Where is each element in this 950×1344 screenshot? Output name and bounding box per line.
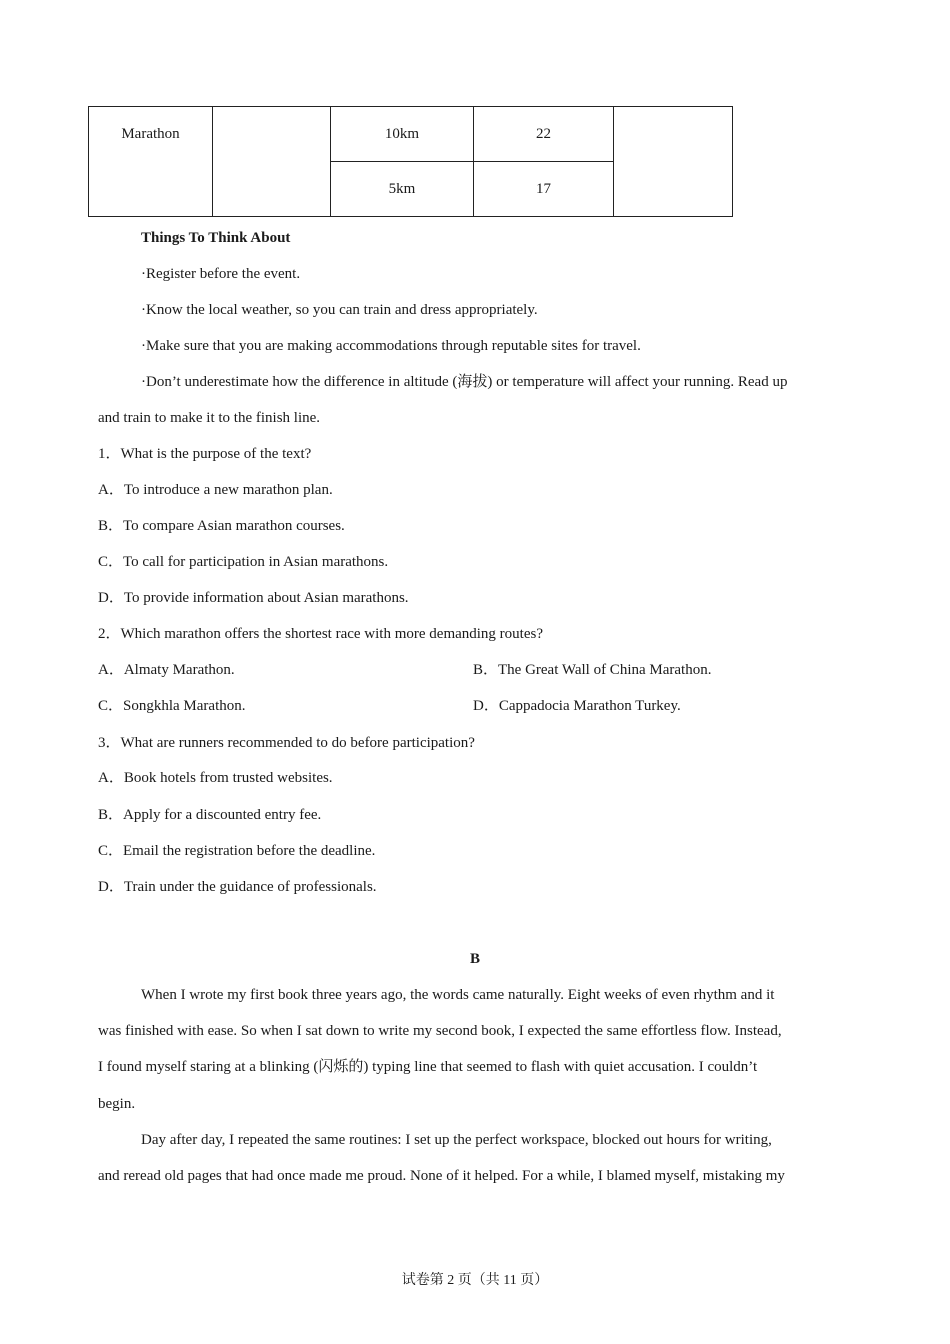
passage-line: and reread old pages that had once made me proud. None of it helped. For a while, I blamed myself, mistaking my <box>98 1168 785 1184</box>
question-option: A．Almaty Marathon. <box>98 662 235 678</box>
tip-item: ·Know the local weather, so you can train and dress appropriately. <box>141 302 538 318</box>
marathon-table <box>88 106 733 217</box>
question-option: D．Train under the guidance of professionals. <box>98 879 377 895</box>
passage-line: I found myself staring at a blinking (闪烁的) typing line that seemed to flash with quiet accusation. I couldn’t <box>98 1059 758 1075</box>
question-option: D．To provide information about Asian marathons. <box>98 590 409 606</box>
table-row <box>89 107 733 162</box>
question-option: C．Songkhla Marathon. <box>98 698 246 714</box>
tip-item: ·Register before the event. <box>141 266 301 282</box>
event-name-cell: Marathon <box>89 107 213 217</box>
value-cell: 22 <box>474 107 614 162</box>
empty-cell <box>614 107 733 217</box>
distance-cell: 5km <box>331 162 474 217</box>
page-footer: 试卷第 2 页（共 11 页） <box>401 1273 549 1288</box>
question-stem: 2．Which marathon offers the shortest race with more demanding routes? <box>98 626 543 642</box>
section-label: B <box>469 951 480 967</box>
question-option: B．To compare Asian marathon courses. <box>98 518 345 534</box>
question-option: C．To call for participation in Asian marathons. <box>98 554 389 570</box>
tip-item: ·Don’t underestimate how the difference in altitude (海拔) or temperature will affect your running. Read up <box>141 374 788 390</box>
question-option: A．Book hotels from trusted websites. <box>98 770 333 786</box>
question-option: C．Email the registration before the deadline. <box>98 843 376 859</box>
question-stem: 1．What is the purpose of the text? <box>98 446 312 462</box>
tips-heading: Things To Think About <box>141 230 291 246</box>
question-option: D．Cappadocia Marathon Turkey. <box>473 698 681 714</box>
distance-cell: 10km <box>331 107 474 162</box>
question-stem: 3．What are runners recommended to do before participation? <box>98 735 475 751</box>
value-cell: 17 <box>474 162 614 217</box>
passage-line: When I wrote my first book three years ago, the words came naturally. Eight weeks of even rhythm and it <box>141 987 775 1003</box>
question-option: B．The Great Wall of China Marathon. <box>473 662 712 678</box>
tip-item-continued: and train to make it to the finish line. <box>98 410 321 426</box>
empty-cell <box>213 107 331 217</box>
passage-line: begin. <box>98 1096 136 1112</box>
passage-line: was finished with ease. So when I sat down to write my second book, I expected the same effortless flow. Instead, <box>98 1023 782 1039</box>
question-option: B．Apply for a discounted entry fee. <box>98 807 322 823</box>
passage-line: Day after day, I repeated the same routines: I set up the perfect workspace, blocked out hours for writing, <box>141 1132 772 1148</box>
tip-item: ·Make sure that you are making accommodations through reputable sites for travel. <box>141 338 641 354</box>
question-option: A．To introduce a new marathon plan. <box>98 482 333 498</box>
